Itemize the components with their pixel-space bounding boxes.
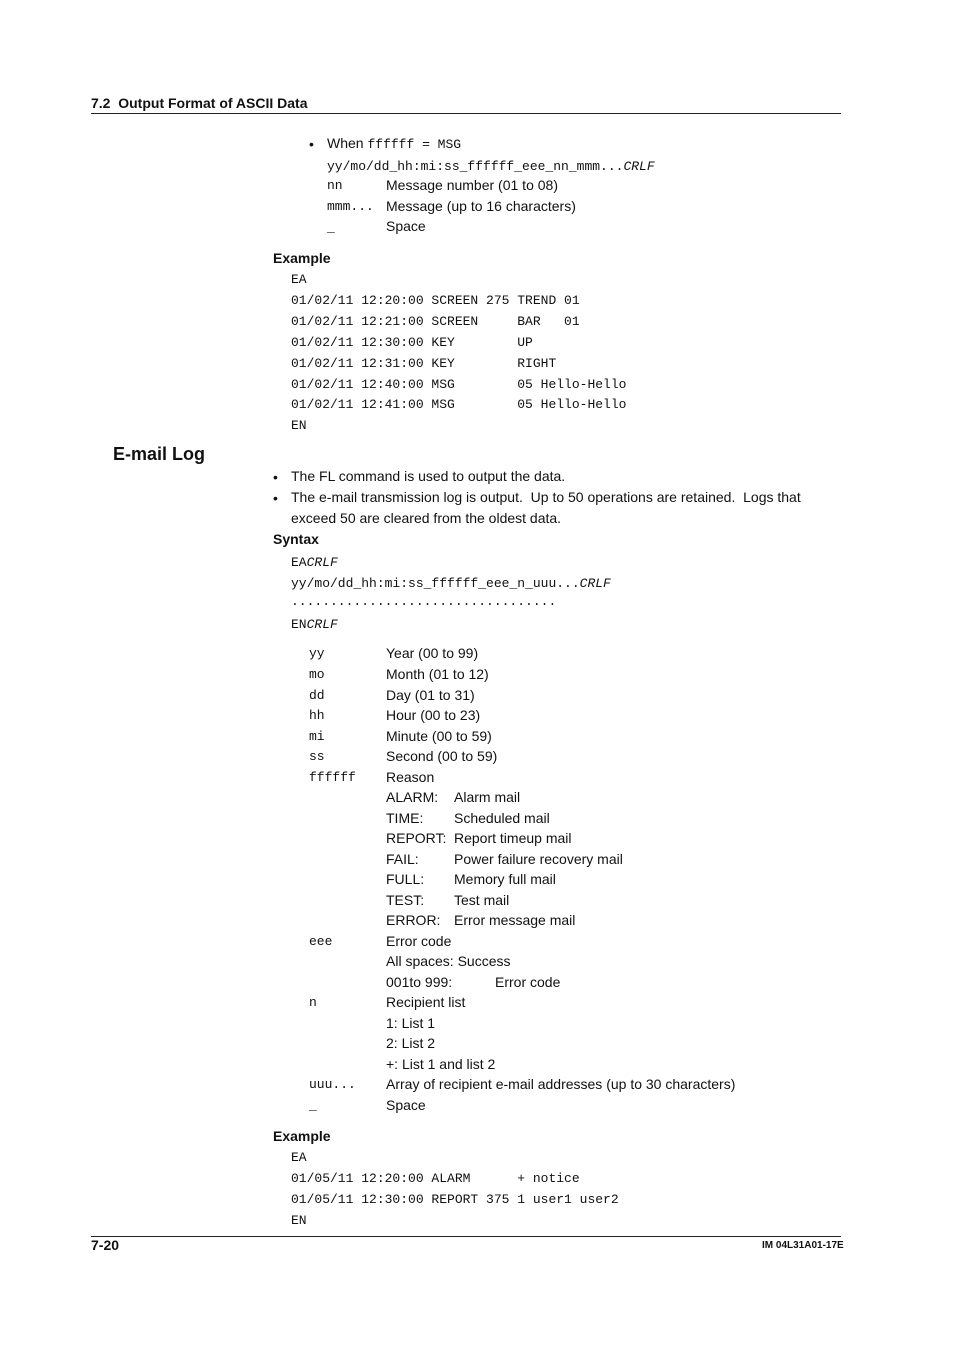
def-term: uuu...: [309, 1077, 356, 1092]
def-desc: Second (00 to 59): [386, 748, 498, 764]
msg-format-code: yy/mo/dd_hh:mi:ss_ffffff_eee_nn_mmm...: [327, 159, 624, 174]
def-term: ffffff: [309, 770, 356, 785]
footer-rule: [91, 1236, 841, 1237]
def-term: dd: [309, 688, 325, 703]
def-term: n: [309, 995, 317, 1010]
page-number: 7-20: [91, 1237, 120, 1253]
reason-key: ERROR:: [386, 912, 441, 928]
def-desc: Message number (01 to 08): [386, 177, 558, 193]
def-desc: Day (01 to 31): [386, 687, 475, 703]
def-desc: Array of recipient e-mail addresses (up to 30 characters): [386, 1076, 736, 1092]
example-heading: Example: [273, 250, 331, 266]
reason-key: TEST:: [386, 892, 425, 908]
example-line: 01/05/11 12:20:00 ALARM + notice: [291, 1171, 580, 1186]
example-line: 01/02/11 12:30:00 KEY UP: [291, 335, 533, 350]
def-term: ss: [309, 749, 325, 764]
error-code-success: All spaces: Success: [386, 953, 511, 969]
document-id: IM 04L31A01-17E: [762, 1240, 844, 1251]
example-line: 01/02/11 12:20:00 SCREEN 275 TREND 01: [291, 293, 580, 308]
def-term: mmm...: [327, 199, 374, 214]
example-heading: Example: [273, 1128, 331, 1144]
reason-key: FAIL:: [386, 851, 419, 867]
example-line: EA: [291, 1150, 307, 1165]
bullet-text-continued: exceed 50 are cleared from the oldest data.: [291, 510, 562, 526]
def-term: mi: [309, 729, 325, 744]
example-line: 01/02/11 12:31:00 KEY RIGHT: [291, 356, 557, 371]
error-code-range-key: 001to 999:: [386, 974, 453, 990]
syntax-line: yy/mo/dd_hh:mi:ss_ffffff_eee_n_uuu...CRLF: [291, 576, 611, 591]
def-term: _: [327, 220, 335, 235]
bullet: •: [273, 490, 278, 506]
def-desc: Reason: [386, 769, 435, 785]
example-line: 01/05/11 12:30:00 REPORT 375 1 user1 user2: [291, 1192, 619, 1207]
recipient-list-item: +: List 1 and list 2: [386, 1056, 496, 1072]
reason-value: Scheduled mail: [454, 810, 550, 826]
when-code: ffffff = MSG: [367, 137, 462, 152]
reason-key: FULL:: [386, 871, 425, 887]
def-desc: Month (01 to 12): [386, 666, 489, 682]
bullet: •: [309, 136, 314, 152]
syntax-line: EACRLF: [291, 555, 338, 570]
msg-format-line: [327, 157, 655, 175]
def-term: nn: [327, 178, 343, 193]
syntax-heading: Syntax: [273, 531, 319, 547]
bullet-text: The e-mail transmission log is output. Up to 50 operations are retained. Logs that: [291, 489, 801, 505]
reason-key: TIME:: [386, 810, 424, 826]
example-line: EA: [291, 272, 307, 287]
section-heading-email-log: E-mail Log: [113, 444, 206, 464]
crlf-marker: CRLF: [306, 617, 338, 632]
def-desc: Minute (00 to 59): [386, 728, 492, 744]
example-line: 01/02/11 12:21:00 SCREEN BAR 01: [291, 314, 580, 329]
reason-value: Memory full mail: [454, 871, 556, 887]
recipient-list-item: 1: List 1: [386, 1015, 436, 1031]
recipient-list-item: 2: List 2: [386, 1035, 436, 1051]
example-line: 01/02/11 12:41:00 MSG 05 Hello-Hello: [291, 397, 627, 412]
reason-value: Error message mail: [454, 912, 576, 928]
syntax-line: ENCRLF: [291, 617, 338, 632]
def-term: mo: [309, 667, 325, 682]
reason-key: REPORT:: [386, 830, 447, 846]
def-desc: Year (00 to 99): [386, 645, 479, 661]
bullet-text: The FL command is used to output the data.: [291, 468, 566, 484]
bullet: •: [273, 469, 278, 485]
when-label: When: [327, 135, 368, 151]
def-desc: Recipient list: [386, 994, 466, 1010]
example-line: EN: [291, 1213, 307, 1228]
section-header-title: 7.2 Output Format of ASCII Data: [91, 95, 308, 111]
reason-value: Power failure recovery mail: [454, 851, 623, 867]
syntax-dots: ..................................: [291, 594, 557, 609]
reason-value: Report timeup mail: [454, 830, 572, 846]
def-term: yy: [309, 646, 325, 661]
reason-value: Test mail: [454, 892, 510, 908]
crlf-marker: CRLF: [623, 159, 655, 174]
def-term: eee: [309, 934, 333, 949]
def-desc: Message (up to 16 characters): [386, 198, 576, 214]
reason-key: ALARM:: [386, 789, 439, 805]
example-line: EN: [291, 418, 307, 433]
def-desc: Hour (00 to 23): [386, 707, 481, 723]
def-desc: Error code: [386, 933, 452, 949]
header-rule: [91, 113, 841, 114]
def-desc: Space: [386, 218, 426, 234]
def-term: hh: [309, 708, 325, 723]
crlf-marker: CRLF: [579, 576, 611, 591]
example-line: 01/02/11 12:40:00 MSG 05 Hello-Hello: [291, 377, 627, 392]
error-code-range-value: Error code: [495, 974, 561, 990]
reason-value: Alarm mail: [454, 789, 521, 805]
when-line: [327, 135, 461, 153]
def-term: _: [309, 1098, 317, 1113]
def-desc: Space: [386, 1097, 426, 1113]
crlf-marker: CRLF: [306, 555, 338, 570]
